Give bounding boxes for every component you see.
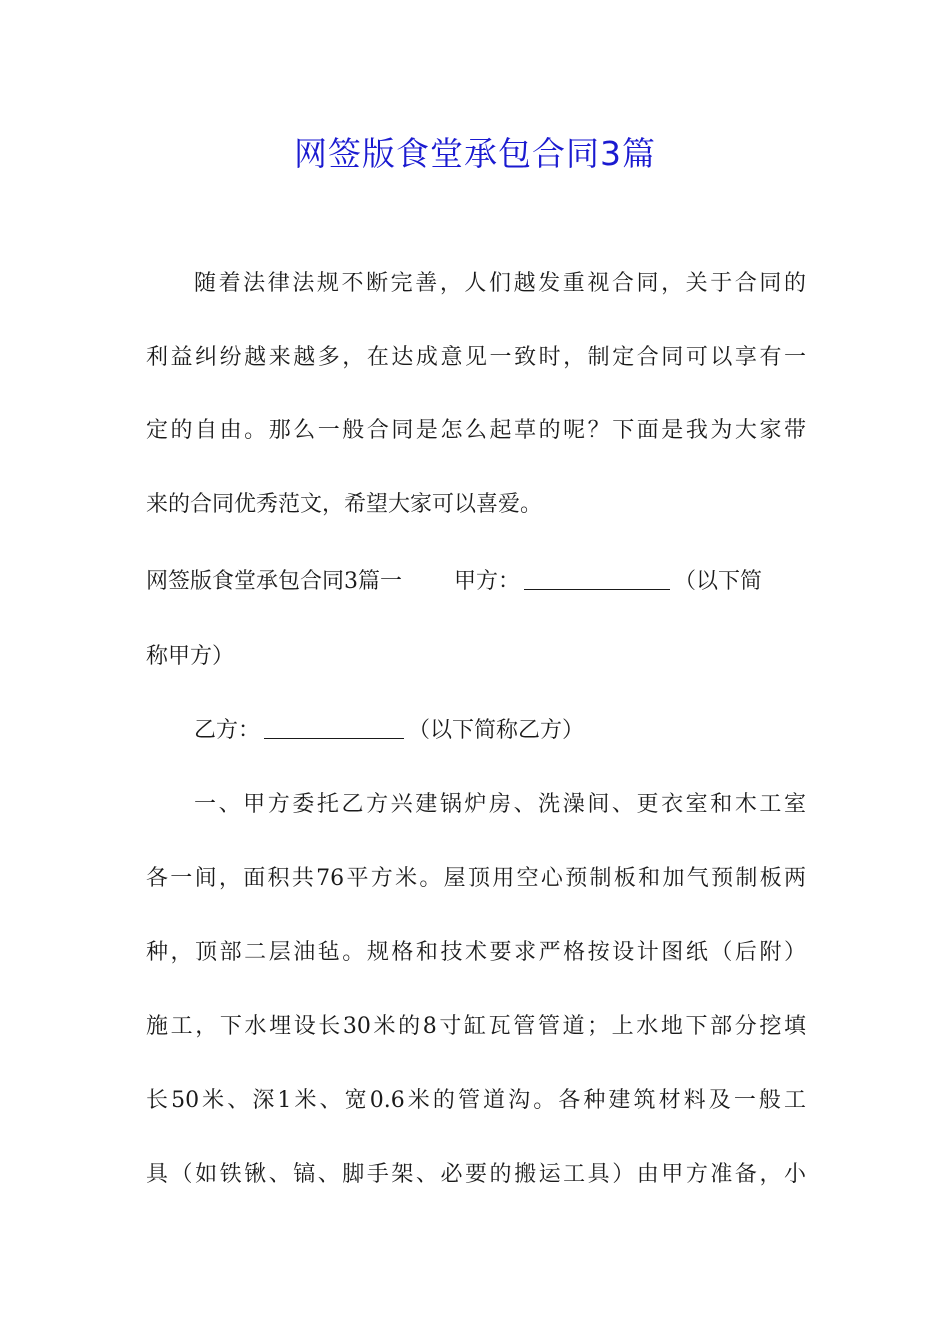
clause-line-6: 具（如铁锹、镐、脚手架、必要的搬运工具）由甲方准备，小 xyxy=(146,1162,806,1187)
intro-line-4: 来的合同优秀范文，希望大家可以喜爱。 xyxy=(146,492,543,517)
party-a-continuation: 称甲方） xyxy=(146,644,235,669)
party-b-line xyxy=(194,714,806,748)
party-a-line xyxy=(146,565,806,599)
clause-line-4: 施工，下水埋设长30米的8寸缸瓦管管道；上水地下部分挖填 xyxy=(146,1014,806,1039)
party-b-label: 乙方： xyxy=(194,718,261,743)
party-a-label: 甲方： xyxy=(454,569,521,594)
intro-line-3: 定的自由。那么一般合同是怎么起草的呢？下面是我为大家带 xyxy=(146,418,806,443)
party-b-suffix: （以下简称乙方） xyxy=(408,718,585,743)
clause-line-3: 种，顶部二层油毡。规格和技术要求严格按设计图纸（后附） xyxy=(146,940,806,965)
intro-line-1: 随着法律法规不断完善，人们越发重视合同，关于合同的 xyxy=(194,271,806,296)
document-title: 网签版食堂承包合同3篇 xyxy=(294,134,656,173)
clause-line-5: 长50米、深1米、宽0.6米的管道沟。各种建筑材料及一般工 xyxy=(146,1088,806,1113)
party-b-blank xyxy=(264,716,404,739)
party-a-blank xyxy=(524,567,670,590)
clause-line-1: 一、甲方委托乙方兴建锅炉房、洗澡间、更衣室和木工室 xyxy=(194,792,806,817)
clause-line-2: 各一间，面积共76平方米。屋顶用空心预制板和加气预制板两 xyxy=(146,866,806,891)
party-a-suffix: （以下简 xyxy=(674,569,763,594)
contract-heading: 网签版食堂承包合同3篇一 xyxy=(146,569,402,594)
intro-line-2: 利益纠纷越来越多，在达成意见一致时，制定合同可以享有一 xyxy=(146,345,806,370)
